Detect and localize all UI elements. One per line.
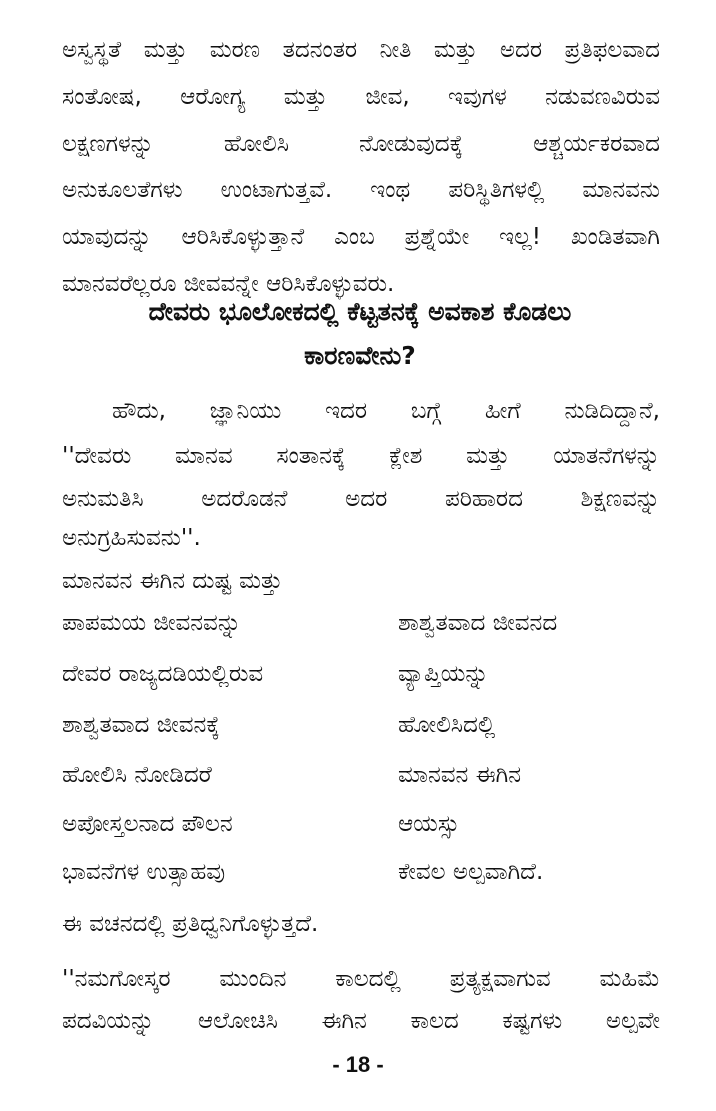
paragraph-1-line-5: ಯಾವುದನ್ನು ಆರಿಸಿಕೊಳ್ಳುತ್ತಾನೆ ಎಂಬ ಪ್ರಶ್ನೆಯೇ ಇಲ್ಲ! ಖಂಡಿತವಾಗಿ [62, 224, 660, 250]
right-column-line-5: ಆಯಸ್ಸು [398, 811, 460, 837]
echo-line: ಈ ವಚನದಲ್ಲಿ ಪ್ರತಿಧ್ವನಿಗೊಳ್ಳುತ್ತದೆ. [62, 911, 319, 937]
right-column-line-4: ಮಾನವನ ಈಗಿನ [398, 762, 521, 788]
paragraph-3-line-1: ''ನಮಗೋಸ್ಕರ ಮುಂದಿನ ಕಾಲದಲ್ಲಿ ಪ್ರತ್ಯಕ್ಷವಾಗುವ ಮಹಿಮೆ [62, 966, 660, 992]
paragraph-3-line-2: ಪದವಿಯನ್ನು ಆಲೋಚಿಸಿ ಈಗಿನ ಕಾಲದ ಕಷ್ಟಗಳು ಅಲ್ಪವೇ [62, 1008, 660, 1034]
left-column-line-4: ಹೋಲಿಸಿ ನೋಡಿದರೆ [62, 762, 212, 788]
page-number: - 18 - [332, 1052, 384, 1077]
paragraph-1-line-3: ಲಕ್ಷಣಗಳನ್ನು ಹೋಲಿಸಿ ನೋಡುವುದಕ್ಕೆ ಆಶ್ಚರ್ಯಕರವಾದ [62, 131, 660, 157]
left-column-line-5: ಅಪೋಸ್ತಲನಾದ ಪೌಲನ [62, 811, 233, 837]
paragraph-1-line-6: ಮಾನವರೆಲ್ಲರೂ ಜೀವವನ್ನೇ ಆರಿಸಿಕೊಳ್ಳುವರು. [62, 271, 395, 297]
left-column-line-2: ದೇವರ ರಾಜ್ಯದಡಿಯಲ್ಲಿರುವ [62, 661, 264, 687]
right-column-line-6: ಕೇವಲ ಅಲ್ಪವಾಗಿದೆ. [398, 859, 544, 885]
intro-line: ಮಾನವನ ಈಗಿನ ದುಷ್ಟ ಮತ್ತು [62, 568, 283, 594]
paragraph-2-line-4: ಅನುಗ್ರಹಿಸುವನು''. [62, 525, 201, 551]
left-column-line-3: ಶಾಶ್ವತವಾದ ಜೀವನಕ್ಕೆ [62, 712, 220, 738]
right-column-line-3: ಹೋಲಿಸಿದಲ್ಲಿ [398, 712, 496, 738]
section-heading-line-2: ಕಾರಣವೇನು? [304, 341, 416, 370]
left-column-line-6: ಭಾವನೆಗಳ ಉತ್ಸಾಹವು [62, 859, 226, 885]
right-column-line-1: ಶಾಶ್ವತವಾದ ಜೀವನದ [398, 610, 558, 636]
paragraph-2-line-1: ಹೌದು, ಜ್ಞಾನಿಯು ಇದರ ಬಗ್ಗೆ ಹೀಗೆ ನುಡಿದಿದ್ದಾನೆ, [112, 398, 660, 424]
right-column-line-2: ವ್ಯಾಪ್ತಿಯನ್ನು [398, 661, 489, 687]
paragraph-2-line-3: ಅನುಮತಿಸಿ ಅದರೊಡನೆ ಅದರ ಪರಿಹಾರದ ಶಿಕ್ಷಣವನ್ನು [62, 486, 660, 512]
paragraph-1-line-2: ಸಂತೋಷ, ಆರೋಗ್ಯ ಮತ್ತು ಜೀವ, ಇವುಗಳ ನಡುವಣವಿರುವ [62, 84, 660, 110]
paragraph-1-line-1: ಅಸ್ವಸ್ಥತೆ ಮತ್ತು ಮರಣ ತದನಂತರ ನೀತಿ ಮತ್ತು ಅದರ ಪ್ರತಿಫಲವಾದ [62, 37, 660, 63]
left-column-line-1: ಪಾಪಮಯ ಜೀವನವನ್ನು [62, 610, 242, 636]
section-heading-line-1: ದೇವರು ಭೂಲೋಕದಲ್ಲಿ ಕೆಟ್ಟತನಕ್ಕೆ ಅವಕಾಶ ಕೊಡಲು [148, 297, 572, 326]
paragraph-2-line-2: ''ದೇವರು ಮಾನವ ಸಂತಾನಕ್ಕೆ ಕ್ಲೇಶ ಮತ್ತು ಯಾತನೆಗಳನ್ನು [62, 443, 660, 469]
paragraph-1-line-4: ಅನುಕೂಲತೆಗಳು ಉಂಟಾಗುತ್ತವೆ. ಇಂಥ ಪರಿಸ್ಥಿತಿಗಳಲ್ಲಿ ಮಾನವನು [62, 177, 660, 203]
